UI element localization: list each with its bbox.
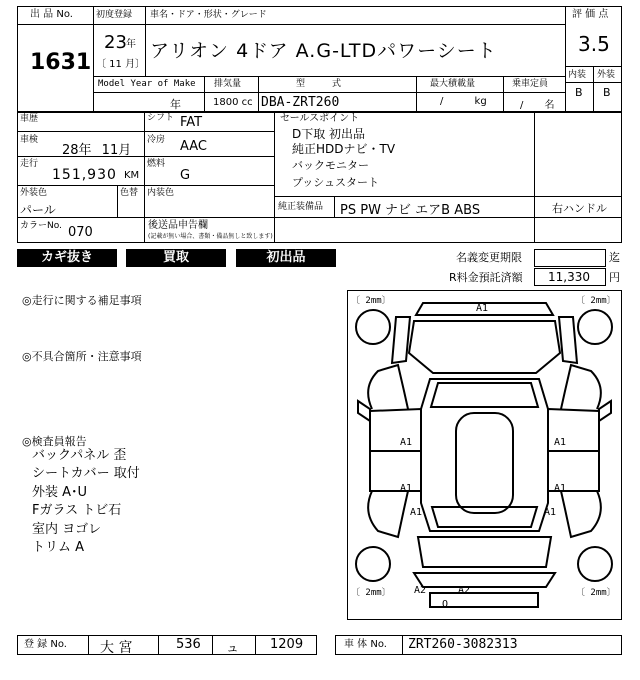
roof-outer	[421, 379, 548, 531]
mileage-unit: KM	[124, 170, 140, 181]
mileage-value: 151,930	[52, 167, 117, 183]
mark-left-rear-fender: A1	[410, 507, 423, 518]
sales-point: バックモニター	[292, 159, 369, 172]
shift-value: FAT	[180, 115, 203, 130]
inspector-line: トリム A	[32, 540, 85, 555]
shift-label: シフト	[147, 113, 175, 123]
right-front-fender-arc	[561, 365, 601, 409]
name-change-box	[534, 249, 606, 267]
tag-first-listing: 初出品	[236, 249, 336, 267]
docs-label: 後送品申告欄	[148, 220, 208, 231]
reg-kana: ュ	[226, 641, 240, 656]
ac-label: 冷房	[147, 135, 166, 145]
sales-point: 純正HDDナビ・TV	[292, 142, 396, 156]
chassis-value: ZRT260-3082313	[408, 637, 518, 652]
mark-left-rear-door: A1	[400, 483, 413, 494]
tag-key-removed: カギ抜き	[17, 249, 117, 267]
docs-note: (記載が無い場合、書類・備品無しと致します)	[148, 233, 273, 240]
interior-label: 内装	[568, 70, 587, 80]
left-rear-door	[370, 451, 421, 491]
inspector-line: Fガラス トビ石	[32, 503, 122, 518]
defects-label: ◎不具合箇所・注意事項	[22, 350, 142, 363]
tire-front-left	[356, 310, 390, 344]
fuel-value: G	[180, 168, 191, 183]
capacity-label: 乗車定員	[512, 79, 549, 89]
inspector-label: ◎検査員報告	[22, 435, 87, 448]
inspection-value: 28年 11月	[62, 143, 132, 158]
left-front-fender-top	[392, 317, 410, 363]
driving-notes-label: ◎走行に関する補足事項	[22, 294, 142, 307]
recycle-unit: 円	[609, 271, 620, 284]
interior-grade: B	[575, 86, 583, 99]
car-name: アリオン 4ドア A.G-LTDパワーシート	[150, 40, 497, 62]
repaint-label: 色替	[120, 188, 139, 198]
roof	[456, 413, 513, 513]
inspection-label: 車検	[20, 135, 39, 145]
mark-rear-left-corner: A2	[414, 585, 427, 596]
tire-rear-right	[578, 547, 612, 581]
steering-value: 右ハンドル	[552, 202, 607, 215]
first-reg-month: 〔 11 月〕	[96, 59, 146, 70]
displacement-value: 1800 cc	[213, 97, 253, 108]
reg-class: 536	[176, 637, 201, 652]
first-reg-label: 初度登録	[96, 10, 133, 20]
rear-bumper	[414, 573, 555, 587]
equipment-value: PS PW ナビ エアB ABS	[340, 203, 481, 218]
lot-label: 出 品 No.	[30, 9, 73, 20]
inspector-line: シートカバー 取付	[32, 466, 140, 481]
mark-trunk: O	[442, 599, 449, 610]
mark-front-bumper: A1	[476, 303, 489, 314]
ext-color-label: 外装色	[20, 188, 48, 198]
color-no-label: カラーNo.	[20, 221, 62, 231]
rear-window	[432, 507, 537, 527]
name-change-status: 迄	[609, 251, 620, 264]
equipment-label: 純正装備品	[278, 202, 324, 212]
lot-number: 1631	[30, 50, 92, 75]
model-code: DBA-ZRT260	[261, 95, 340, 110]
tag-purchase: 買取	[126, 249, 226, 267]
tire-depth-rear-left: 〔 2mm〕	[351, 588, 391, 598]
max-load-label: 最大積載量	[430, 79, 476, 89]
left-mirror	[358, 401, 370, 421]
reg-number: 1209	[270, 637, 304, 652]
score-value: 3.5	[578, 32, 610, 56]
right-mirror	[599, 401, 611, 421]
score-label: 評 価 点	[572, 9, 609, 20]
inspector-line: 室内 ヨゴレ	[32, 522, 102, 537]
mark-right-rear-fender: A1	[544, 507, 557, 518]
tire-rear-left	[356, 547, 390, 581]
left-rear-fender-arc	[368, 491, 408, 537]
first-reg-year: 23	[104, 32, 127, 53]
recycle-value: 11,330	[548, 270, 590, 284]
sales-points-label: セールスポイント	[280, 113, 360, 124]
sales-point: プッシュスタート	[292, 176, 380, 189]
mileage-label: 走行	[20, 159, 39, 169]
right-rear-fender-arc	[561, 491, 601, 537]
mark-rear-center: A2	[458, 585, 471, 596]
inspector-line: 外装 A･U	[32, 485, 88, 500]
exterior-grade: B	[603, 86, 611, 99]
model-year-label: Model Year of Make	[98, 79, 196, 89]
name-change-label: 名義変更期限	[456, 251, 522, 264]
tire-depth-front-right: 〔 2mm〕	[576, 296, 616, 306]
model-label: 型 式	[296, 79, 342, 89]
car-name-label: 車名・ドア・形状・グレード	[150, 10, 267, 20]
tire-front-right	[578, 310, 612, 344]
right-front-fender-top	[559, 317, 577, 363]
chassis-label: 車 体 No.	[344, 639, 387, 650]
capacity-value: / 名	[520, 100, 555, 111]
model-year-unit: 年	[170, 98, 181, 111]
car-diagram	[347, 290, 622, 620]
reg-label: 登 録 No.	[24, 639, 67, 650]
history-label: 車歴	[20, 114, 39, 124]
displacement-label: 排気量	[214, 79, 242, 89]
left-front-door	[370, 409, 421, 451]
ext-color-value: パール	[20, 203, 56, 217]
car-outline-svg	[348, 291, 621, 619]
windshield	[431, 383, 538, 407]
exterior-label: 外装	[597, 70, 616, 80]
tire-depth-rear-right: 〔 2mm〕	[576, 588, 616, 598]
mark-left-front-fender: A1	[400, 437, 413, 448]
mark-right-front-fender: A1	[554, 437, 567, 448]
fuel-label: 燃料	[147, 159, 166, 169]
inspector-line: バックパネル 歪	[32, 448, 127, 463]
max-load-value: / kg	[440, 96, 487, 107]
first-reg-year-unit: 年	[126, 39, 136, 50]
int-color-label: 内装色	[147, 188, 175, 198]
hood	[409, 321, 560, 373]
color-no-value: 070	[68, 225, 93, 240]
sales-point: D下取 初出品	[292, 127, 366, 141]
reg-area: 大 宮	[100, 640, 133, 656]
left-front-fender-arc	[368, 365, 408, 409]
recycle-label: R料金預託済額	[449, 271, 523, 284]
tire-depth-front-left: 〔 2mm〕	[351, 296, 391, 306]
trunk-outer	[418, 537, 551, 567]
ac-value: AAC	[180, 139, 207, 154]
mark-right-rear-door: A1	[554, 483, 567, 494]
